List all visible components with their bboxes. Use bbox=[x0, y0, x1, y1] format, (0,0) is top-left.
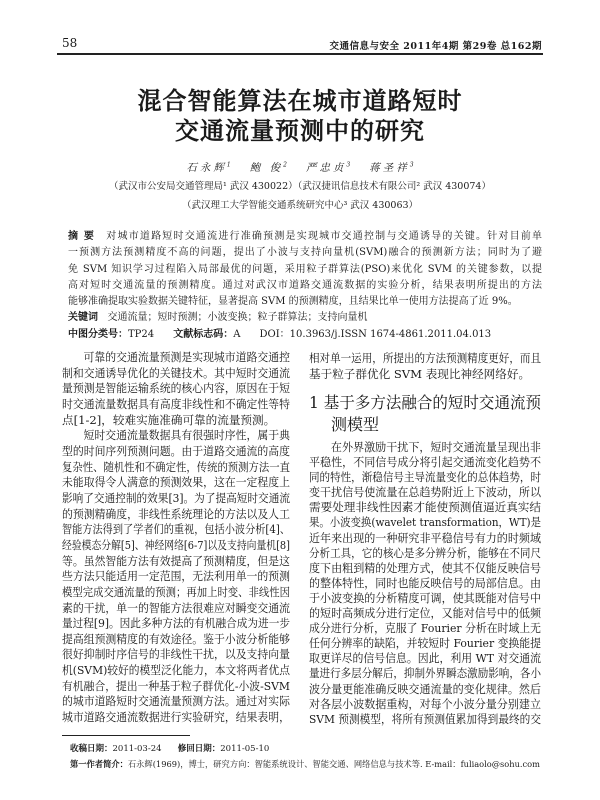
line-text: 的整体特性，同时也能反映信号的局部信息。由 bbox=[309, 575, 541, 590]
line-text: 的预测精确度，非线性系统理论的方法以及人工 bbox=[62, 506, 290, 521]
title-line: 交通流量预测中的研究 bbox=[175, 116, 425, 145]
running-head: 交通信息与安全 2011年4期 第29卷 总162期 bbox=[329, 41, 542, 52]
line-text: 机(SVM)较好的模型泛化能力，本文将两者优点 bbox=[62, 663, 290, 678]
line-text: 高对短时交通流量的预测精度。通过对武汉市道路交通流数据的实验分析，结果表明所提出的方法 bbox=[68, 279, 542, 291]
title-line: 混合智能算法在城市道路短时 bbox=[137, 86, 463, 115]
line-text: 成分进行分析，克服了 Fourier 分析在时域上无 bbox=[309, 621, 541, 636]
author-sup: 3 bbox=[409, 161, 414, 169]
author-bio-label: 第一作者简介： bbox=[70, 760, 128, 770]
line-text: 模型完成交通流量的预测；再加上时变、非线性因 bbox=[62, 584, 290, 599]
doc-code-value: A bbox=[233, 328, 241, 340]
section-heading-line: 测模型 bbox=[331, 415, 380, 434]
text-line bbox=[62, 585, 290, 601]
line-text: 取更详尽的信号信息。因此，利用 WT 对交通流 bbox=[309, 651, 541, 666]
line-text: 分析工具，它的核心是多分辨分析，能够在不同尺 bbox=[309, 545, 541, 560]
affiliation: （武汉理工大学智能交通系统研究中心³ 武汉 430063） bbox=[181, 200, 419, 211]
text-line bbox=[309, 561, 541, 576]
line-text: 波分量更能准确反映交通流量的变化规律。然后 bbox=[309, 681, 541, 696]
author-name: 石永辉 bbox=[186, 162, 227, 174]
line-text: 短时交通流量数据具有很强时序性，属于典 bbox=[83, 428, 290, 443]
text-line bbox=[62, 491, 290, 507]
section-heading-line: 1 基于多方法融合的短时交通流预 bbox=[309, 393, 541, 412]
line-text: 很好抑制时序信号的非线性干扰，以及支持向量 bbox=[62, 647, 290, 662]
line-text: 些方法只能适用一定范围，无法利用单一的预测 bbox=[62, 569, 290, 584]
text-line bbox=[309, 606, 541, 621]
text-line bbox=[62, 460, 290, 476]
text-line bbox=[62, 554, 290, 570]
text-line bbox=[62, 413, 290, 429]
text-line bbox=[62, 366, 290, 382]
text-line bbox=[68, 294, 542, 310]
author-name: 蒋圣祥 bbox=[369, 162, 410, 174]
line-text: 提高组预测精度的有效途径。鉴于小波分析能够 bbox=[62, 631, 290, 646]
text-line bbox=[62, 397, 290, 413]
line-text: 免 SVM 知识学习过程陷入局部最优的问题，采用粒子群算法(PSO)来优化 SVM 的关键参数，以提 bbox=[68, 263, 542, 275]
text-line bbox=[62, 616, 290, 632]
line-text: 任何分辨率的缺陷，并较短时 Fourier 变换能提 bbox=[309, 636, 541, 651]
line-text: 点[1-2]，较难实施准确可靠的流量预测。 bbox=[62, 412, 276, 427]
abstract-body bbox=[68, 229, 542, 310]
author-bio: 石永辉(1969)，博士，研究方向：智能系统设计、智能交通、网络信息与技术等. E-mail：fuliaolo@sohu.com bbox=[127, 760, 540, 770]
revised-date: 2011-05-10 bbox=[220, 744, 270, 754]
line-text: 相对单一运用，所提出的方法预测精度更好，而且 bbox=[309, 351, 541, 365]
text-line bbox=[309, 697, 541, 712]
text-line bbox=[309, 651, 541, 666]
text-line bbox=[62, 663, 290, 679]
line-text: 城市道路交通流数据进行实验研究，结果表明， bbox=[62, 710, 290, 725]
text-line bbox=[309, 366, 541, 382]
line-text: 在外界激励干扰下，短时交通流量呈现出非 bbox=[330, 440, 541, 454]
footnote-dates bbox=[70, 741, 540, 757]
line-text: 可靠的交通流量预测是实现城市道路交通控 bbox=[83, 350, 290, 364]
author-sup: 3 bbox=[346, 161, 351, 169]
author bbox=[186, 162, 230, 174]
clc-label: 中图分类号： bbox=[68, 328, 128, 340]
doi: DOI：10.3963/j.ISSN 1674-4861.2011.04.013 bbox=[259, 328, 492, 340]
text-line bbox=[62, 381, 290, 397]
header-rule bbox=[57, 53, 543, 55]
classification bbox=[68, 327, 542, 343]
received-label: 收稿日期： bbox=[70, 744, 113, 754]
text-line bbox=[62, 507, 290, 523]
received-date: 2011-03-24 bbox=[112, 744, 162, 754]
keywords bbox=[68, 310, 542, 326]
line-text: 对各层小波数据重构，对每个小波分量分别建立 bbox=[309, 696, 541, 711]
footnote-rule bbox=[62, 735, 190, 736]
text-line bbox=[68, 262, 542, 278]
line-text: 基于粒子群优化 SVM 表现比神经网络好。 bbox=[309, 367, 531, 381]
author bbox=[250, 162, 287, 174]
line-text: 果。小波变换(wavelet transformation，WT)是 bbox=[309, 515, 541, 530]
author-name: 严忠贞 bbox=[305, 162, 347, 174]
line-text: 复杂性、随机性和不确定性，传统的预测方法一直 bbox=[62, 459, 290, 474]
text-line bbox=[62, 522, 290, 538]
footnote bbox=[70, 741, 540, 773]
line-text: 变干扰信号使流量在总趋势附近上下波动，所以 bbox=[309, 485, 541, 500]
line-text: 量预测是智能运输系统的核心内容，原因在于短 bbox=[62, 381, 290, 396]
author-sup: 1 bbox=[226, 161, 231, 169]
line-text: 等。虽然智能方法有效提高了预测精度，但是这 bbox=[62, 553, 290, 568]
text-line bbox=[309, 682, 541, 697]
line-text: 能够准确提取实验数据关键特征，显著提高 SVM 的预测精度，且结果比单一使用方法提高了近 9%。 bbox=[68, 296, 518, 308]
revised-label: 修回日期： bbox=[177, 744, 221, 754]
line-text: 对城市道路短时交通流进行准确预测是实现城市交通控制与交通诱导的关键。针对目前单 bbox=[106, 231, 543, 242]
text-line bbox=[62, 538, 290, 554]
author-name: 鲍 俊 bbox=[249, 162, 284, 174]
text-line bbox=[309, 621, 541, 636]
text-line bbox=[309, 485, 541, 500]
doc-code-label: 文献标志码： bbox=[173, 328, 234, 340]
line-text: 需要处理非线性因素才能使预测值逼近真实结 bbox=[309, 500, 541, 515]
text-line bbox=[62, 694, 290, 710]
text-line bbox=[62, 710, 290, 726]
text-line bbox=[309, 455, 541, 470]
keywords-label: 关键词 bbox=[68, 312, 98, 324]
text-line bbox=[309, 546, 541, 561]
line-text: 平稳性，不同信号成分将引起交通流变化趋势不 bbox=[309, 455, 541, 470]
line-text: 同的特性，渐稳信号主导流量变化的总体趋势，时 bbox=[309, 470, 541, 485]
line-text: 未能取得令人满意的预测效果，这在一定程度上 bbox=[62, 475, 290, 490]
line-text: 素的干扰，单一的智能方法很难应对瞬变交通流 bbox=[62, 600, 290, 615]
text-line bbox=[309, 666, 541, 681]
text-line bbox=[309, 712, 541, 727]
text-line bbox=[309, 531, 541, 546]
text-line bbox=[68, 229, 542, 245]
text-line bbox=[62, 350, 290, 366]
line-text: 于小波变换的分析精度可调，使其既能对信号中 bbox=[309, 590, 541, 605]
text-line bbox=[309, 440, 541, 455]
text-line bbox=[62, 632, 290, 648]
line-text: 影响了交通控制的效果[3]。为了提高短时交通流 bbox=[62, 490, 290, 505]
abstract-label: 摘 要 bbox=[68, 231, 96, 242]
line-text: 量进行多层分解后，抑制外界瞬态激励影响，各小 bbox=[309, 666, 541, 681]
line-text: 智能方法得到了学者们的重视，包括小波分析[4]、 bbox=[62, 522, 290, 537]
abstract bbox=[68, 229, 542, 343]
text-line bbox=[62, 569, 290, 585]
text-line bbox=[62, 428, 290, 444]
text-line bbox=[68, 278, 542, 294]
line-text: 经验模态分解[5]、神经网络[6-7]以及支持向量机[8] bbox=[62, 537, 290, 552]
text-line bbox=[309, 591, 541, 606]
text-line bbox=[62, 601, 290, 617]
text-line bbox=[62, 647, 290, 663]
line-text: 近年来出现的一种研究非平稳信号有力的时频域 bbox=[309, 530, 541, 545]
author bbox=[306, 162, 350, 174]
text-line bbox=[309, 515, 541, 530]
authors bbox=[0, 160, 600, 175]
text-line bbox=[309, 470, 541, 485]
line-text: 量过程[9]。因此多种方法的有机融合成为进一步 bbox=[62, 616, 290, 631]
line-text: 一预测方法预测精度不高的问题，提出了小波与支持向量机(SVM)融合的预测新方法；同时为了避 bbox=[68, 247, 542, 259]
line-text: 度下由粗到精的处理方式，使其不仅能反映信号 bbox=[309, 560, 541, 575]
line-text: 型的时间序列预测问题。由于道路交通流的高度 bbox=[62, 443, 290, 458]
line-text: 有机融合，提出一种基于粒子群优化-小波-SVM bbox=[62, 678, 290, 693]
footnote-author bbox=[70, 757, 540, 773]
affiliation: （武汉市公安局交通管理局¹ 武汉 430022）（武汉捷讯信息技术有限公司² 武汉 430074） bbox=[109, 181, 491, 192]
text-line bbox=[62, 679, 290, 695]
text-line bbox=[68, 245, 542, 261]
text-line bbox=[309, 500, 541, 515]
line-text: 的城市道路短时交通流量预测方法。通过对实际 bbox=[62, 694, 290, 709]
text-line bbox=[62, 475, 290, 491]
line-text: SVM 预测模型，将所有预测值累加得到最终的交 bbox=[309, 711, 541, 726]
text-line bbox=[309, 576, 541, 591]
author-sup: 2 bbox=[283, 161, 287, 169]
paper-title bbox=[0, 86, 600, 146]
page-number: 58 bbox=[62, 36, 78, 50]
text-line bbox=[309, 636, 541, 651]
right-column-intro bbox=[309, 350, 541, 382]
line-text: 制和交通诱导优化的关键技术。其中短时交通流 bbox=[62, 365, 290, 380]
text-line bbox=[62, 444, 290, 460]
right-column-body bbox=[309, 440, 541, 727]
clc-value: TP24 bbox=[128, 328, 155, 340]
line-text: 时交通流量数据具有高度非线性和不确定性等特 bbox=[62, 396, 290, 411]
left-column-body bbox=[62, 350, 290, 726]
line-text: 的短时高频成分进行定位，又能对信号中的低频 bbox=[309, 606, 541, 621]
text-line bbox=[309, 350, 541, 366]
author bbox=[369, 162, 413, 174]
section-heading bbox=[309, 392, 541, 436]
keywords-text: 交通流量；短时预测；小波变换；粒子群算法；支持向量机 bbox=[107, 312, 368, 324]
